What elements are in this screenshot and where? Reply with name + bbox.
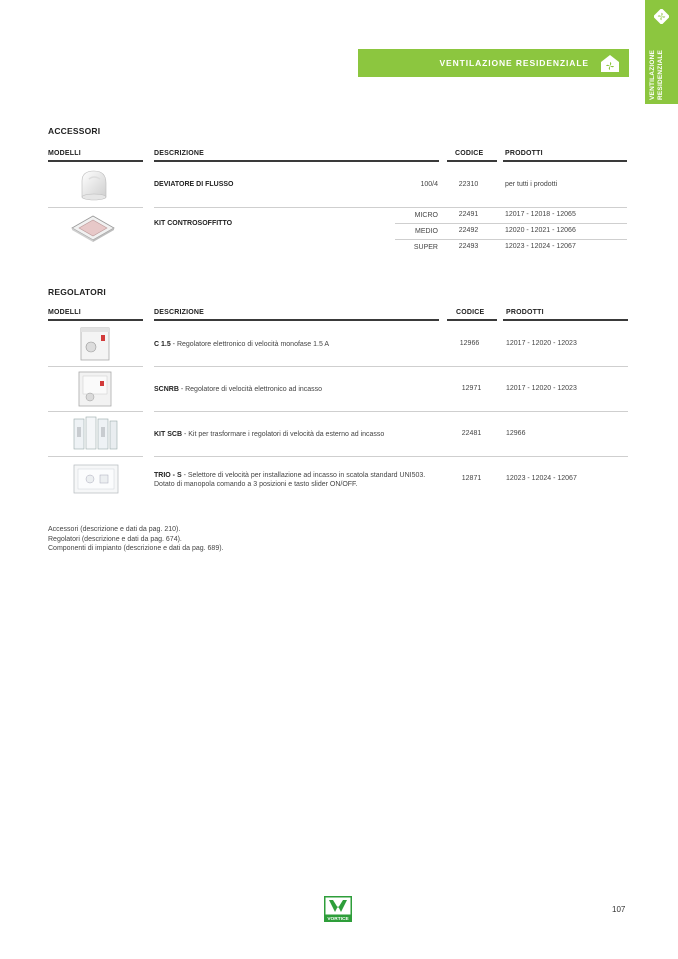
row-divider — [48, 456, 143, 457]
side-tab-label — [649, 30, 675, 100]
regolatori-header-prodotti: PRODOTTI — [506, 309, 544, 316]
row-divider — [154, 411, 628, 412]
kit-scb-code: 22481 — [461, 430, 482, 437]
trio-s-text: - Selettore di velocità per installazione ad incasso in scatola standard UNI503. Dotato di manopola comando a 3 posizioni e tasto slider ON/OFF. — [154, 472, 426, 488]
deviatore-name: DEVIATORE DI FLUSSO — [154, 181, 234, 188]
kit-products-super: 12023 - 12024 - 12067 — [505, 243, 576, 250]
row-divider — [395, 223, 627, 224]
kit-size-micro: MICRO — [414, 212, 438, 219]
regolatori-title: REGOLATORI — [48, 287, 106, 297]
note-componenti: Componenti di impianto (descrizione e dati da pag. 689). — [48, 545, 224, 552]
c15-description — [154, 340, 434, 349]
kit-scb-description — [154, 430, 444, 439]
row-divider — [48, 366, 143, 367]
header-rule — [154, 160, 439, 162]
note-accessori: Accessori (descrizione e dati da pag. 210). — [48, 526, 181, 533]
scnrb-products: 12017 - 12020 - 12023 — [506, 385, 577, 392]
trio-s-description — [154, 471, 434, 489]
side-tab — [645, 0, 678, 104]
trio-s-image — [70, 461, 122, 497]
row-divider — [48, 411, 143, 412]
c15-regulator-image — [78, 325, 112, 363]
row-divider — [154, 456, 628, 457]
scnrb-name: SCNRB — [154, 386, 179, 393]
scnrb-text: - Regolatore di velocità elettronico ad incasso — [178, 386, 323, 393]
trio-s-code: 12871 — [461, 475, 482, 482]
deviatore-di-flusso-image — [74, 167, 114, 203]
kit-controsoffitto-name: KIT CONTROSOFFITTO — [154, 220, 233, 227]
kit-scb-name: KIT SCB — [154, 431, 182, 438]
accessori-header-prodotti: PRODOTTI — [505, 150, 543, 157]
accessori-header-descrizione: DESCRIZIONE — [154, 150, 205, 157]
kit-scb-image — [70, 413, 120, 455]
c15-text: - Regolatore elettronico di velocità monofase 1.5 A — [170, 341, 330, 348]
trio-s-products: 12023 - 12024 - 12067 — [506, 475, 577, 482]
row-divider — [48, 207, 143, 208]
page-number: 107 — [612, 905, 626, 914]
accessori-header-modelli: MODELLI — [48, 150, 81, 157]
note-regolatori: Regolatori (descrizione e dati da pag. 674). — [48, 535, 182, 543]
scnrb-code: 12971 — [461, 385, 482, 392]
deviatore-code: 22310 — [458, 181, 479, 188]
deviatore-products: per tutti i prodotti — [505, 181, 558, 188]
header-rule — [503, 319, 628, 321]
scnrb-description — [154, 385, 434, 394]
regolatori-header-descrizione: DESCRIZIONE — [154, 309, 205, 316]
trio-s-name: TRIO - S — [154, 472, 182, 479]
row-divider — [154, 366, 628, 367]
footnotes — [48, 525, 224, 554]
kit-code-micro: 22491 — [458, 211, 479, 218]
banner-title: VENTILAZIONE RESIDENZIALE — [439, 58, 589, 68]
kit-products-medio: 12020 - 12021 - 12066 — [505, 227, 576, 234]
header-rule — [447, 319, 497, 321]
kit-controsoffitto-image — [68, 212, 118, 244]
header-rule — [447, 160, 497, 162]
header-rule — [503, 160, 627, 162]
kit-products-micro: 12017 - 12018 - 12065 — [505, 211, 576, 218]
section-banner — [358, 49, 629, 77]
c15-products: 12017 - 12020 - 12023 — [506, 340, 577, 347]
deviatore-size: 100/4 — [420, 181, 438, 188]
scnrb-regulator-image — [76, 369, 114, 409]
kit-scb-text: - Kit per trasformare i regolatori di velocità da esterno ad incasso — [182, 431, 385, 438]
c15-name: C 1.5 — [154, 341, 171, 348]
side-tab-line2: RESIDENZIALE — [657, 49, 664, 100]
kit-scb-products: 12966 — [506, 430, 526, 437]
kit-size-super: SUPER — [413, 244, 438, 251]
accessori-header-codice: CODICE — [455, 150, 484, 157]
regolatori-header-codice: CODICE — [456, 309, 485, 316]
c15-code: 12966 — [459, 340, 480, 347]
fan-star-icon — [654, 9, 669, 24]
header-rule — [154, 319, 439, 321]
regolatori-header-modelli: MODELLI — [48, 309, 81, 316]
accessori-title: ACCESSORI — [48, 126, 101, 136]
kit-size-medio: MEDIO — [415, 228, 438, 235]
header-rule — [48, 319, 143, 321]
logo-text: VORTICE — [327, 917, 349, 922]
side-tab-line1: VENTILAZIONE — [649, 49, 656, 100]
kit-code-medio: 22492 — [458, 227, 479, 234]
row-divider — [395, 239, 627, 240]
vortice-logo — [324, 896, 352, 922]
house-fan-icon — [600, 54, 620, 73]
header-rule — [48, 160, 143, 162]
kit-code-super: 22493 — [458, 243, 479, 250]
row-divider — [154, 207, 627, 208]
